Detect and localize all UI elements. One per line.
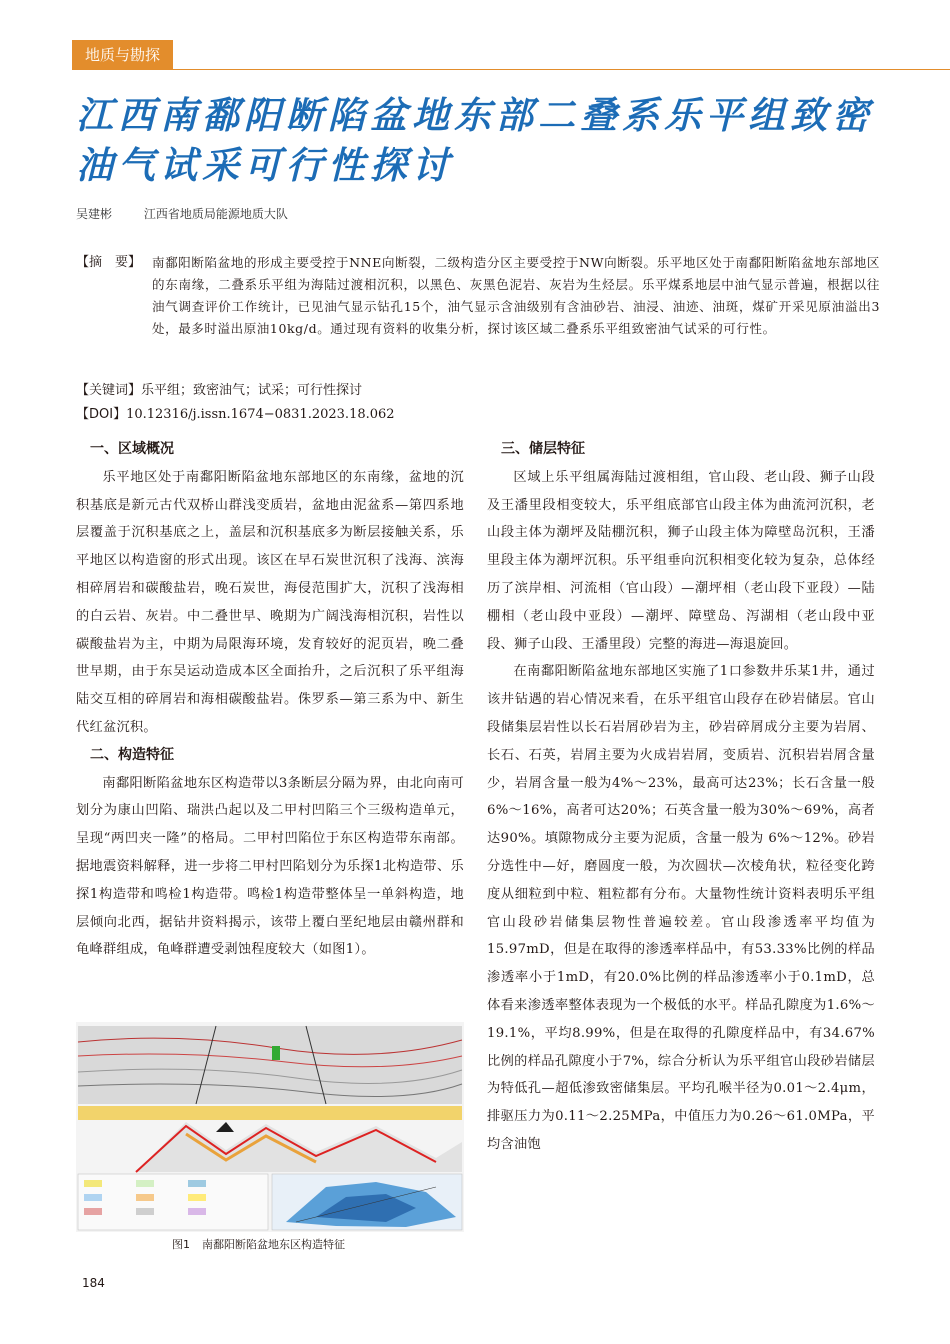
section-3-heading: 三、储层特征 (501, 441, 585, 457)
figure-number: 图1 (172, 1238, 190, 1251)
doi-text: 10.12316/j.issn.1674−0831.2023.18.062 (126, 407, 395, 422)
right-column (487, 436, 875, 1159)
figure-caption-text: 南鄱阳断陷盆地东区构造特征 (202, 1238, 345, 1251)
abstract-text: 南鄱阳断陷盆地的形成主要受控于NNE向断裂，二级构造分区主要受控于NW向断裂。乐平地区处于南鄱阳断陷盆地东部地区的东南缘，二叠系乐平组为海陆过渡相沉积，以黑色、灰黑色泥岩、灰岩为生烃层。乐平煤系地层中油气显示普遍，根据以往油气调查评价工作统计，已见油气显示钻孔15个，油气显示含油级别有含油砂岩、油浸、油迹、油斑，煤矿开采见原油溢出3处，最多时溢出原油10kg/d。通过现有资料的收集分析，探讨该区域二叠系乐平组致密油气试采的可行性。 (152, 255, 880, 336)
structure-map (272, 1174, 462, 1230)
author-line (76, 205, 316, 222)
author-affiliation: 江西省地质局能源地质大队 (143, 207, 288, 221)
page-number: 184 (82, 1276, 105, 1290)
section-1-heading: 一、区域概况 (90, 441, 174, 457)
section-3-paragraph-2: 在南鄱阳断陷盆地东部地区实施了1口参数井乐某1井，通过该井钻遇的岩心情况来看，在乐平组官山段存在砂岩储层。官山段储集层岩性以长石岩屑砂岩为主，砂岩碎屑成分主要为岩屑、长石、石英，岩屑主要为火成岩岩屑，变质岩、沉积岩岩屑含量少，岩屑含量一般为4%～23%，最高可达23%；长石含量一般6%～16%，高者可达20%；石英含量一般为30%～69%，高者达90%。填隙物成分主要为泥质，含量一般为 6%～12%。砂岩分选性中—好，磨圆度一般，为次圆状—次棱角状，粒径变化跨度从细粒到中粒、粗粒都有分布。大量物性统计资料表明乐平组官山段砂岩储集层物性普遍较差。官山段渗透率平均值为15.97mD，但是在取得的渗透率样品中，有53.33%比例的样品渗透率小于1mD，有20.0%比例的样品渗透率小于0.1mD，总体看来渗透率整体表现为一个极低的水平。样品孔隙度为1.6%～19.1%，平均8.99%，但是在取得的孔隙度样品中，有34.67%比例的样品孔隙度小于7%，综合分析认为乐平组官山段砂岩储层为特低孔—超低渗致密储集层。平均孔喉半径为0.01～2.4μm，排驱压力为0.11～2.25MPa，中值压力为0.26～61.0MPa，平均含油饱 (487, 664, 875, 1152)
doi-label: 【DOI】 (76, 407, 127, 422)
keywords-text: 乐平组；致密油气；试采；可行性探讨 (141, 383, 363, 398)
abstract (76, 252, 880, 340)
author-name: 吴建彬 (76, 207, 113, 221)
article-title: 江西南鄱阳断陷盆地东部二叠系乐平组致密油气试采可行性探讨 (76, 93, 874, 187)
section-2-paragraph: 南鄱阳断陷盆地东区构造带以3条断层分隔为界，由北向南可划分为康山凹陷、瑞洪凸起以及二甲村凹陷三个三级构造单元，呈现“两凹夹一隆”的格局。二甲村凹陷位于东区构造带东南部。据地震资料解释，进一步将二甲村凹陷划分为乐探1北构造带、乐探1构造带和鸣检1构造带。鸣检1构造带整体呈一单斜构造，地层倾向北西，据钻井资料揭示，该带上覆白垩纪地层由赣州群和龟峰群组成，龟峰群遭受剥蚀程度较大（如图1）。 (76, 775, 464, 958)
section-tag: 地质与勘探 (72, 40, 173, 70)
keywords-label: 【关键词】 (76, 383, 142, 398)
seismic-section (78, 1026, 462, 1104)
figure-legend (78, 1174, 268, 1230)
section-2-heading: 二、构造特征 (90, 746, 174, 763)
keywords (76, 380, 362, 402)
figure-caption (172, 1236, 357, 1252)
section-3-paragraph-1: 区域上乐平组属海陆过渡相组，官山段、老山段、狮子山段及王潘里段相变较大，乐平组底部官山段主体为曲流河沉积，老山段主体为潮坪及陆棚沉积，狮子山段主体为障壁岛沉积，王潘里段主体为潮坪沉积。乐平组垂向沉积相变化较为复杂，总体经历了滨岸相、河流相（官山段）—潮坪相（老山段下亚段）—陆棚相（老山段中亚段）—潮坪、障壁岛、泻湖相（老山段中亚段、狮子山段、王潘里段）完整的海进—海退旋回。 (487, 469, 875, 652)
header-rule (173, 69, 950, 70)
doi (76, 404, 395, 426)
abstract-label: 【摘 要】 (76, 255, 142, 270)
figure-1-structure-map (76, 1022, 464, 1232)
left-column (76, 436, 464, 964)
section-1-paragraph: 乐平地区处于南鄱阳断陷盆地东部地区的东南缘，盆地的沉积基底是新元古代双桥山群浅变质岩，盆地由泥盆系—第四系地层覆盖于沉积基底之上，盖层和沉积基底多为断层接触关系，乐平地区以构造窗的形式出现。该区在早石炭世沉积了浅海、滨海相碎屑岩和碳酸盐岩，晚石炭世，海侵范围扩大，沉积了浅海相的白云岩、灰岩。中二叠世早、晚期为广阔浅海相沉积，岩性以碳酸盐岩为主，中期为局限海环境，发育较好的泥页岩，晚二叠世早期，由于东吴运动造成本区全面抬升，之后沉积了乐平组海陆交互相的碎屑岩和海相碳酸盐岩。侏罗系—第三系为中、新生代红盆沉积。 (76, 469, 464, 735)
